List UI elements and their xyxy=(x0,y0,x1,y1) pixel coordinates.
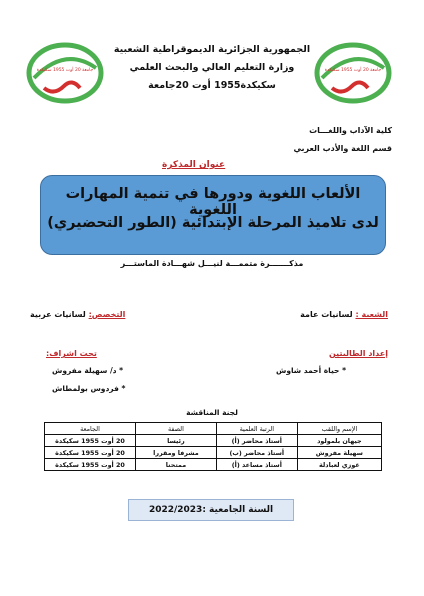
memo-title-box xyxy=(40,175,386,255)
column-header: الصفة xyxy=(136,423,217,435)
republic-name: الجمهورية الجزائرية الديموقراطية الشعبية xyxy=(113,44,311,55)
column-header: الجامعة xyxy=(45,423,136,435)
table-cell: رئيسا xyxy=(136,435,217,447)
table-row xyxy=(45,459,382,471)
branch-field xyxy=(300,310,388,319)
prepared-by-label: إعداد الطالبتين xyxy=(328,349,388,358)
table-cell: جيهان بلمولود xyxy=(297,435,381,447)
academic-year: السنة الجامعية :2022/2023 xyxy=(148,505,274,515)
supervision-label: تحت اشراف: xyxy=(46,349,97,358)
logo-text: جامعة 20 أوت 1955 سكيكدة xyxy=(36,68,94,73)
specialty-label: التخصص: xyxy=(88,310,126,319)
table-cell: غوزي لعبادلة xyxy=(297,459,381,471)
specialty-value: لسانيات عربية xyxy=(30,310,86,319)
logo-text: جامعة 20 أوت 1955 سكيكدة xyxy=(324,68,382,73)
jury-title: لجنة المناقشة xyxy=(186,408,238,417)
branch-value: لسانيات عامة xyxy=(300,310,353,319)
table-cell: 20 أوت 1955 سكيكدة xyxy=(45,459,136,471)
university-name: سكيكدة1955 أوت 20جامعة xyxy=(148,80,276,91)
branch-label: الشعبة : xyxy=(355,310,388,319)
student-name: * حياة أحمد شاوش xyxy=(275,366,346,375)
memo-title-line-1: الألعاب اللغوية ودورها في تنمية المهارات اللغوية xyxy=(65,186,361,218)
column-header: الرتبة العلمية xyxy=(216,423,297,435)
faculty-name: كلية الآداب واللغـــات xyxy=(309,126,392,135)
table-cell: 20 أوت 1955 سكيكدة xyxy=(45,435,136,447)
ministry-name: وزارة التعليم العالي والبحث العلمي xyxy=(129,62,295,73)
academic-year-box xyxy=(128,499,294,521)
table-cell: ممتحنا xyxy=(136,459,217,471)
table-cell: 20 أوت 1955 سكيكدة xyxy=(45,447,136,459)
table-header-row xyxy=(45,423,382,435)
university-logo-left xyxy=(24,38,106,108)
jury-table xyxy=(44,422,382,471)
table-cell: مشرفا ومقررا xyxy=(136,447,217,459)
table-cell: أستاذ محاضر (أ) xyxy=(216,435,297,447)
table-row xyxy=(45,447,382,459)
table-row xyxy=(45,435,382,447)
table-cell: أستاذ مساعد (أ) xyxy=(216,459,297,471)
memo-title-label: عنوان المذكرة xyxy=(162,160,226,170)
department-name: قسم اللغة والأدب العربي xyxy=(293,144,392,153)
table-cell: سهيلة مفروش xyxy=(297,447,381,459)
column-header: الإسم واللقب xyxy=(297,423,381,435)
memo-subtitle: مذكـــــــرة متممـــة لنيـــل شهـــادة الماستـــر xyxy=(120,259,304,268)
university-logo-right xyxy=(312,38,394,108)
table-cell: أستاذ محاضر (ب) xyxy=(216,447,297,459)
student-name: * فردوس بولمطاش xyxy=(52,384,126,393)
specialty-field xyxy=(30,310,125,319)
supervisor-name: * د/ سهيلة مفروش xyxy=(52,366,124,375)
memo-title-line-2: لدى تلاميذ المرحلة الإبتدائية (الطور التحضيري) xyxy=(47,215,379,231)
